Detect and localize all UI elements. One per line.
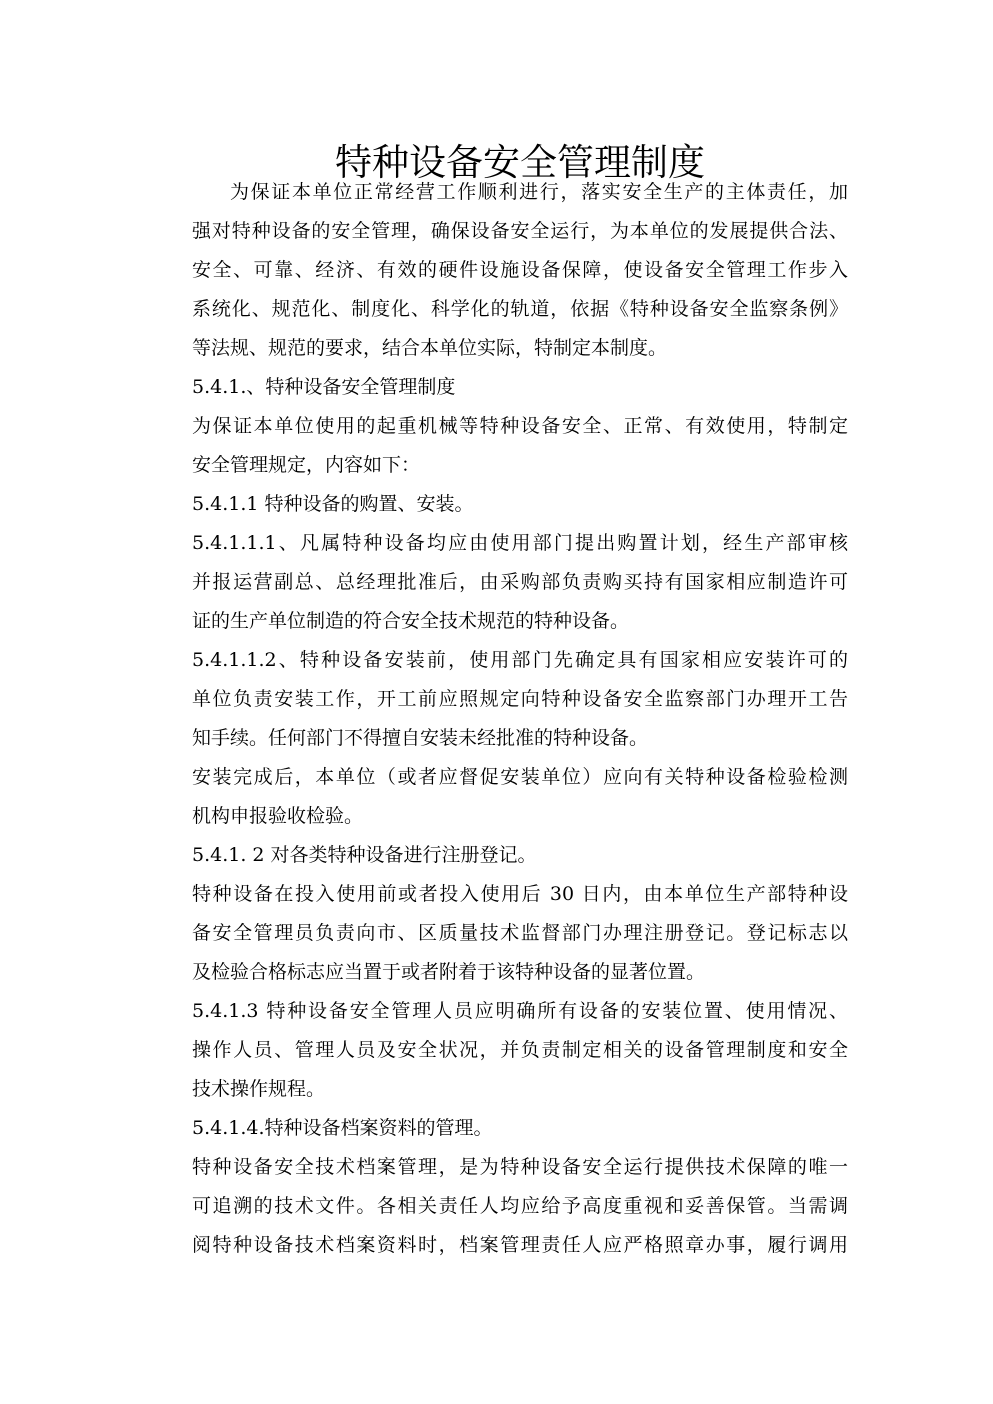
text-line: 可追溯的技术文件。各相关责任人均应给予高度重视和妥善保管。当需调 [192,1195,848,1217]
paragraph-purpose [192,407,848,485]
text-line: 5.4.1.4.特种设备档案资料的管理。 [192,1117,493,1139]
text-line: 为保证本单位正常经营工作顺利进行，落实安全生产的主体责任，加 [230,181,848,203]
text-line: 5.4.1.1 特种设备的购置、安装。 [192,493,474,515]
text-line: 等法规、规范的要求，结合本单位实际，特制定本制度。 [192,337,668,359]
text-line: 单位负责安装工作，开工前应照规定向特种设备安全监察部门办理开工告 [192,688,848,710]
text-line: 为保证本单位使用的起重机械等特种设备安全、正常、有效使用，特制定 [192,415,848,437]
text-line: 强对特种设备的安全管理，确保设备安全运行，为本单位的发展提供合法、 [192,220,848,242]
text-line: 知手续。任何部门不得擅自安装未经批准的特种设备。 [192,727,649,749]
text-line: 安装完成后，本单位（或者应督促安装单位）应向有关特种设备检验检测 [192,766,848,788]
paragraph-heading-5-4-1-1 [192,485,848,524]
text-line: 操作人员、管理人员及安全状况，并负责制定相关的设备管理制度和安全 [192,1039,848,1061]
paragraph-intro [192,173,848,368]
paragraph-heading-5-4-1 [192,368,848,407]
text-line: 技术操作规程。 [192,1078,326,1100]
paragraph-install-acceptance [192,758,848,836]
text-line: 阅特种设备技术档案资料时，档案管理责任人应严格照章办事，履行调用 [192,1234,848,1256]
text-line: 及检验合格标志应当置于或者附着于该特种设备的显著位置。 [192,961,706,983]
text-line: 5.4.1.1.1、凡属特种设备均应由使用部门提出购置计划，经生产部审核 [192,532,848,554]
paragraph-registration [192,875,848,992]
text-line: 安全、可靠、经济、有效的硬件设施设备保障，使设备安全管理工作步入 [192,259,848,281]
text-line: 特种设备在投入使用前或者投入使用后 30 日内，由本单位生产部特种设 [192,883,848,905]
paragraph-heading-5-4-1-4 [192,1109,848,1148]
paragraph-5-4-1-1-2 [192,641,848,758]
text-line: 证的生产单位制造的符合安全技术规范的特种设备。 [192,610,630,632]
text-line: 机构申报验收检验。 [192,805,364,827]
text-line: 5.4.1.3 特种设备安全管理人员应明确所有设备的安装位置、使用情况、 [192,1000,848,1022]
text-line: 并报运营副总、总经理批准后，由采购部负责购买持有国家相应制造许可 [192,571,848,593]
text-line: 5.4.1.、特种设备安全管理制度 [192,376,456,398]
text-line: 备安全管理员负责向市、区质量技术监督部门办理注册登记。登记标志以 [192,922,848,944]
text-line: 特种设备安全技术档案管理，是为特种设备安全运行提供技术保障的唯一 [192,1156,848,1178]
paragraph-heading-5-4-1-2 [192,836,848,875]
paragraph-archives [192,1148,848,1265]
paragraph-5-4-1-3 [192,992,848,1109]
document-body [192,173,848,1265]
paragraph-5-4-1-1-1 [192,524,848,641]
text-line: 系统化、规范化、制度化、科学化的轨道，依据《特种设备安全监察条例》 [192,298,848,320]
text-line: 5.4.1. 2 对各类特种设备进行注册登记。 [192,844,537,866]
text-line: 安全管理规定，内容如下： [192,454,421,476]
document-title: 特种设备安全管理制度 [335,140,705,184]
text-line: 5.4.1.1.2、特种设备安装前，使用部门先确定具有国家相应安装许可的 [192,649,848,671]
